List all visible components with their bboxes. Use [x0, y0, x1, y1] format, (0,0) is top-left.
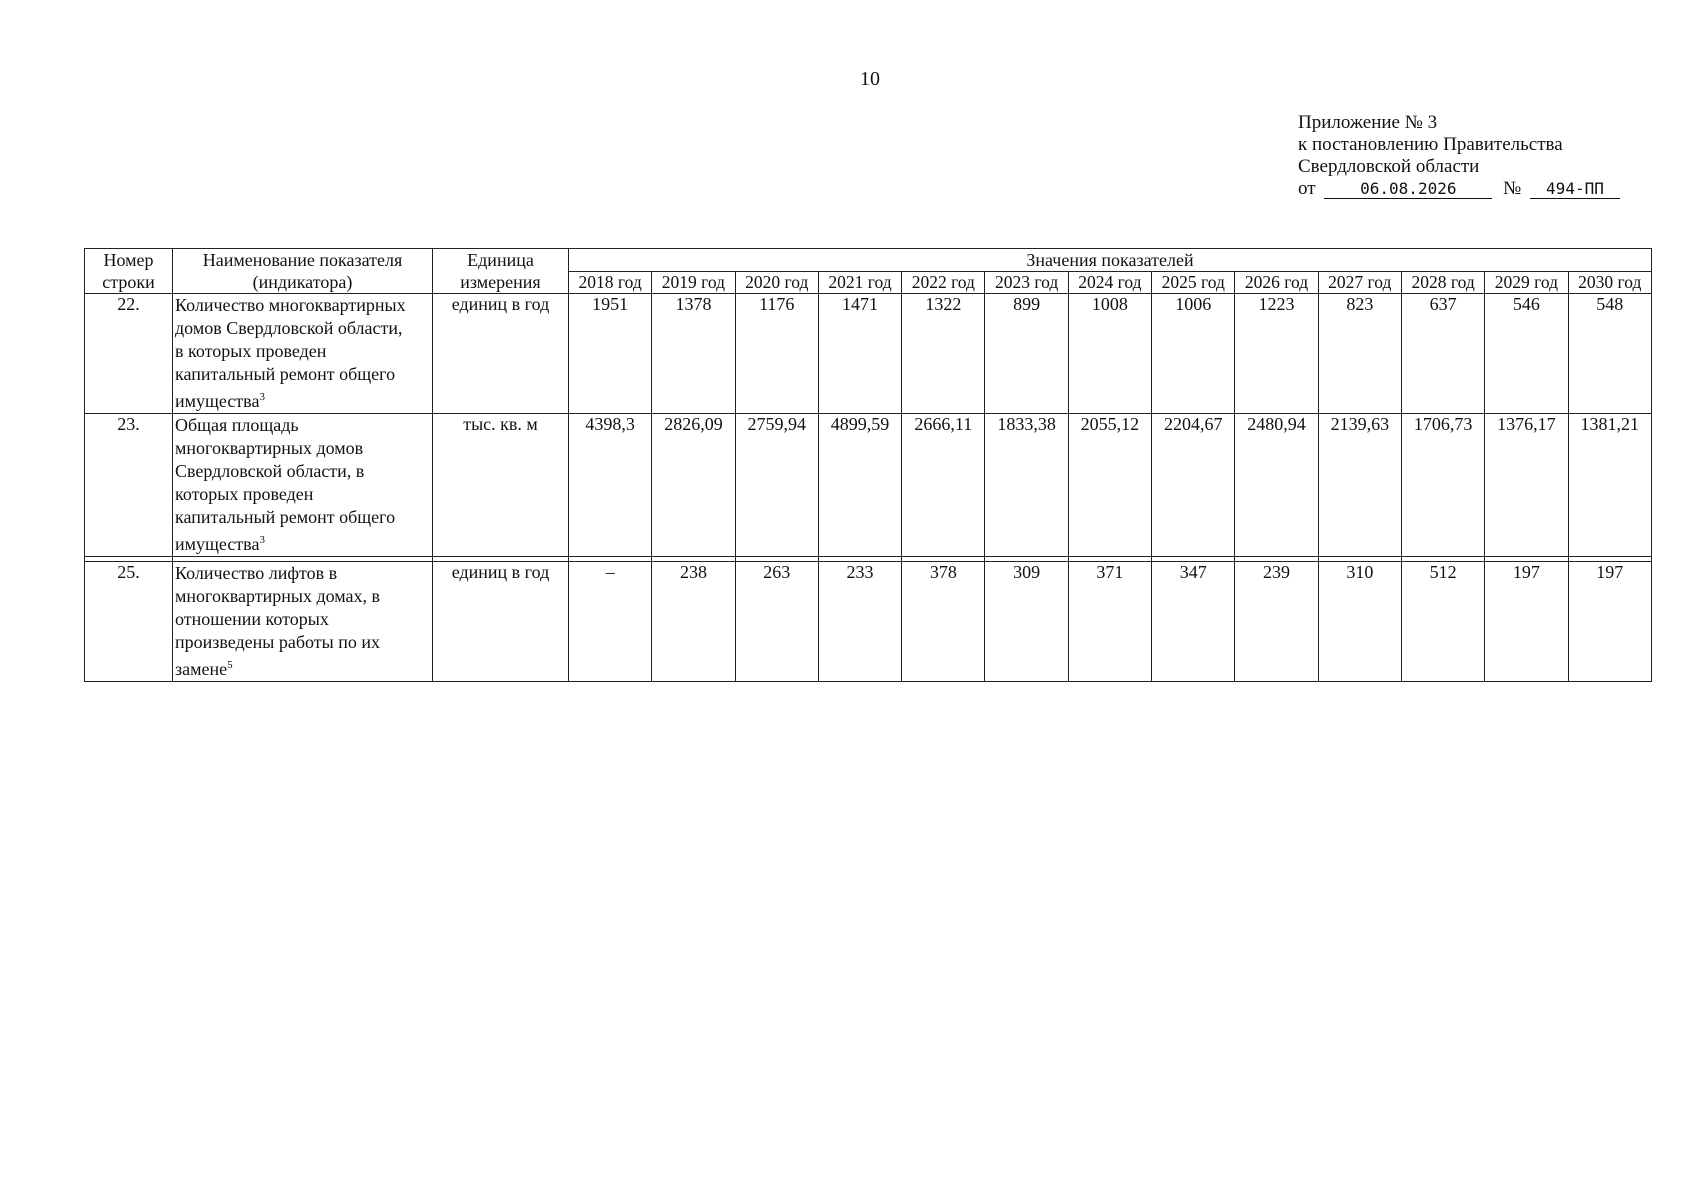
- value-cell: 899: [985, 294, 1068, 414]
- header-name-line-2: (индикатора): [252, 272, 353, 292]
- header-unit: [433, 249, 569, 294]
- header-unit-line-2: измерения: [460, 272, 541, 292]
- header-row-number-line-1: Номер: [103, 250, 154, 270]
- appendix-line-2: к постановлению Правительства: [1298, 134, 1563, 155]
- value-cell: 1223: [1235, 294, 1318, 414]
- value-cell: 1006: [1152, 294, 1235, 414]
- indicator-name-line: отношении которых: [175, 609, 329, 629]
- indicator-name-line-text: имущества: [175, 534, 260, 554]
- row-number: 22.: [85, 294, 173, 414]
- header-row-1: [85, 249, 1652, 272]
- header-year: 2027 год: [1318, 272, 1401, 294]
- unit-cell: тыс. кв. м: [433, 414, 569, 557]
- value-cell: 263: [735, 562, 818, 682]
- indicator-name-line: [175, 386, 430, 413]
- header-year: 2026 год: [1235, 272, 1318, 294]
- header-year: 2023 год: [985, 272, 1068, 294]
- order-line: [1298, 178, 1620, 200]
- unit-cell: единиц в год: [433, 294, 569, 414]
- indicator-name-line: Общая площадь: [175, 415, 299, 435]
- header-values-group: Значения показателей: [569, 249, 1652, 272]
- indicator-name-line-text: имущества: [175, 391, 260, 411]
- value-cell: 1376,17: [1485, 414, 1568, 557]
- number-prefix: №: [1503, 178, 1522, 199]
- value-cell: 1706,73: [1401, 414, 1484, 557]
- header-year: 2025 год: [1152, 272, 1235, 294]
- value-cell: 1951: [569, 294, 652, 414]
- value-cell: 2204,67: [1152, 414, 1235, 557]
- order-date-field: 06.08.2026: [1324, 180, 1492, 199]
- value-cell: 233: [818, 562, 901, 682]
- value-cell: 378: [902, 562, 985, 682]
- indicator-name-line: многоквартирных домах, в: [175, 586, 381, 606]
- header-unit-line-1: Единица: [467, 250, 534, 270]
- header-year: 2022 год: [902, 272, 985, 294]
- header-name: [173, 249, 433, 294]
- value-cell: 2480,94: [1235, 414, 1318, 557]
- table-row: [85, 562, 1652, 682]
- indicator-name-line: капитальный ремонт общего: [175, 364, 396, 384]
- value-cell: 1381,21: [1568, 414, 1651, 557]
- indicator-name-line: капитальный ремонт общего: [175, 507, 396, 527]
- value-cell: 1008: [1068, 294, 1151, 414]
- table-row: [85, 294, 1652, 414]
- value-cell: 309: [985, 562, 1068, 682]
- header-year: 2028 год: [1401, 272, 1484, 294]
- value-cell: 1176: [735, 294, 818, 414]
- indicator-name-line-text: замене: [175, 659, 228, 679]
- value-cell: 4899,59: [818, 414, 901, 557]
- indicator-name-line: [175, 529, 430, 556]
- footnote-mark: 3: [259, 391, 265, 403]
- date-prefix: от: [1298, 178, 1316, 199]
- value-cell: 197: [1485, 562, 1568, 682]
- footnote-mark: 3: [259, 534, 265, 546]
- indicator-name-line: которых проведен: [175, 484, 314, 504]
- appendix-title: Приложение № 3: [1298, 112, 1438, 133]
- indicator-name: [173, 562, 433, 682]
- value-cell: 2826,09: [652, 414, 735, 557]
- value-cell: 546: [1485, 294, 1568, 414]
- indicator-name: [173, 414, 433, 557]
- header-name-line-1: Наименование показателя: [202, 250, 403, 270]
- indicators-table: [84, 248, 1652, 682]
- value-cell: 2055,12: [1068, 414, 1151, 557]
- header-row-number: [85, 249, 173, 294]
- indicator-name-line: в которых проведен: [175, 341, 327, 361]
- value-cell: 1378: [652, 294, 735, 414]
- value-cell: 1833,38: [985, 414, 1068, 557]
- header-year: 2024 год: [1068, 272, 1151, 294]
- value-cell: 823: [1318, 294, 1401, 414]
- indicator-name-line: произведены работы по их: [175, 632, 381, 652]
- indicator-name-line: домов Свердловской области,: [175, 318, 403, 338]
- indicator-name-line: Количество многоквартирных: [175, 295, 406, 315]
- indicator-name-line: Количество лифтов в: [175, 563, 338, 583]
- header-year: 2021 год: [818, 272, 901, 294]
- table-row: [85, 414, 1652, 557]
- indicator-name-line: [175, 654, 430, 681]
- value-cell: 2139,63: [1318, 414, 1401, 557]
- order-number-field: 494-ПП: [1530, 180, 1620, 199]
- indicator-name-line: многоквартирных домов: [175, 438, 364, 458]
- value-cell: 347: [1152, 562, 1235, 682]
- value-cell: 197: [1568, 562, 1651, 682]
- value-cell: 512: [1401, 562, 1484, 682]
- header-year: 2030 год: [1568, 272, 1651, 294]
- header-year: 2019 год: [652, 272, 735, 294]
- value-cell: 548: [1568, 294, 1651, 414]
- appendix-block: [1298, 112, 1620, 200]
- value-cell: 238: [652, 562, 735, 682]
- value-cell: 2666,11: [902, 414, 985, 557]
- indicator-name-line: Свердловской области, в: [175, 461, 365, 481]
- value-cell: 4398,3: [569, 414, 652, 557]
- unit-cell: единиц в год: [433, 562, 569, 682]
- row-number: 25.: [85, 562, 173, 682]
- value-cell: –: [569, 562, 652, 682]
- page-number: 10: [860, 68, 880, 90]
- header-year: 2018 год: [569, 272, 652, 294]
- appendix-line-3: Свердловской области: [1298, 156, 1480, 177]
- value-cell: 2759,94: [735, 414, 818, 557]
- header-row-number-line-2: строки: [102, 272, 155, 292]
- header-year: 2029 год: [1485, 272, 1568, 294]
- footnote-mark: 5: [227, 659, 233, 671]
- value-cell: 310: [1318, 562, 1401, 682]
- value-cell: 1471: [818, 294, 901, 414]
- value-cell: 371: [1068, 562, 1151, 682]
- indicator-name: [173, 294, 433, 414]
- value-cell: 239: [1235, 562, 1318, 682]
- header-year: 2020 год: [735, 272, 818, 294]
- row-number: 23.: [85, 414, 173, 557]
- value-cell: 1322: [902, 294, 985, 414]
- value-cell: 637: [1401, 294, 1484, 414]
